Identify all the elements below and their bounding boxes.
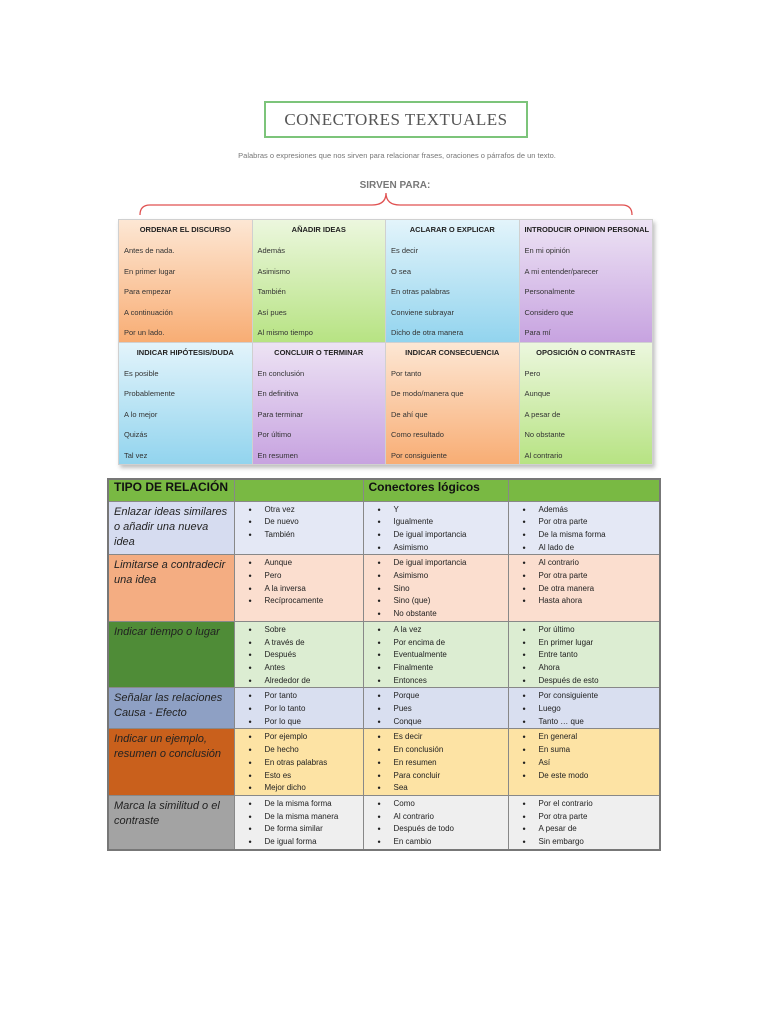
category-card [386,220,519,342]
connector-item: • Antes [249,662,363,675]
connector-item: • Ahora [523,662,660,675]
connector-cell [234,795,363,850]
category-card [520,220,653,342]
connector-item: • Luego [523,703,660,716]
category-item: Quizás [124,430,148,439]
connector-list [235,502,363,542]
table-row [108,501,660,555]
connector-cell [508,555,660,622]
category-item: De ahí que [391,409,428,419]
connector-item: • Por encima de [378,637,508,650]
connector-cell [508,621,660,688]
header-empty [234,479,363,501]
relation-type: Indicar tiempo o lugar [108,621,234,688]
connector-item: • Por ejemplo [249,731,363,744]
connector-item: • Por otra parte [523,516,660,529]
connector-item: • Otra vez [249,504,363,517]
connector-item: • Además [523,504,660,517]
connector-list [509,622,660,688]
category-item: Por tanto [391,368,422,378]
connector-item: • Al contrario [378,811,508,824]
category-list [258,364,381,465]
category-item: O sea [391,266,412,276]
category-item: Por un lado. [124,328,165,337]
category-item: A lo mejor [124,409,158,419]
connector-cell [363,555,508,622]
category-item: En primer lugar [124,266,176,276]
table-row [108,555,660,622]
category-title: INTRODUCIR OPINION PERSONAL [524,225,650,234]
connector-item: • A través de [249,637,363,650]
category-item: Antes de nada. [124,246,175,255]
category-grid [118,219,653,465]
category-item: En conclusión [257,368,305,378]
category-item: Por último [257,430,292,439]
connector-item: • Por último [523,624,660,637]
category-title: AÑADIR IDEAS [291,225,346,234]
connector-item: • Por otra parte [523,811,660,824]
connector-item: • Pero [249,570,363,583]
connector-list [364,502,508,555]
connector-cell [508,501,660,555]
category-item: Así pues [257,307,287,317]
category-card [119,343,252,465]
category-list [391,364,514,465]
connector-item: • Pues [378,703,508,716]
connector-list [364,796,508,849]
category-item: Tal vez [124,450,148,460]
connector-cell [508,729,660,796]
connector-list [235,555,363,608]
category-item: Para terminar [257,409,303,419]
category-item: Al contrario [524,450,563,460]
category-item: Personalmente [524,287,575,296]
category-item: En resumen [257,450,298,460]
category-item: En mi opinión [524,246,570,255]
table-header-row [108,479,660,501]
connector-list [364,729,508,795]
category-item: Es posible [124,368,159,378]
category-item: A pesar de [524,409,561,419]
header-tipo: TIPO DE RELACIÓN [108,479,234,501]
connector-item: • Por otra parte [523,570,660,583]
relation-type: Limitarse a contradecir una idea [108,555,234,622]
relation-type: Marca la similitud o el contraste [108,795,234,850]
connector-item: • De igual forma [249,836,363,849]
header-conectores: Conectores lógicos [363,479,508,501]
connector-item: • Igualmente [378,516,508,529]
connector-item: • Como [378,798,508,811]
connector-item: • Por tanto [249,690,363,703]
category-item: Conviene subrayar [391,307,454,317]
table-row [108,688,660,729]
category-item: También [257,287,286,296]
connector-item: • De este modo [523,770,660,783]
connector-cell [363,688,508,729]
connector-item: • Aunque [249,557,363,570]
category-item: Para mí [524,328,551,337]
connector-item: • Recíprocamente [249,595,363,608]
table-row [108,621,660,688]
connector-list [509,555,660,608]
connector-item: • Después de esto [523,675,660,688]
category-item: Además [257,246,286,255]
connector-item: • De otra manera [523,583,660,596]
connector-item: • Entonces [378,675,508,688]
category-title: OPOSICIÓN O CONTRASTE [536,347,636,357]
connector-item: • Finalmente [378,662,508,675]
connector-item: • Por lo que [249,716,363,729]
connector-cell [234,621,363,688]
table-row [108,729,660,796]
category-title: INDICAR CONSECUENCIA [405,347,500,357]
category-item: Pero [524,368,541,378]
category-list [124,241,247,342]
connector-item: • Tanto … que [523,716,660,729]
category-title: ACLARAR O EXPLICAR [409,225,495,234]
connector-item: • Es decir [378,731,508,744]
subtitle: Palabras o expresiones que nos sirven para relacionar frases, oraciones o párrafos de un texto. [238,151,556,160]
connector-item: • Esto es [249,770,363,783]
connector-item: • De hecho [249,744,363,757]
connector-list [364,555,508,621]
connector-list [509,502,660,555]
page-title: CONECTORES TEXTUALES [284,109,508,129]
connector-item: • También [249,529,363,542]
connector-item: • Alrededor de [249,675,363,688]
category-list [258,241,381,342]
category-item: Al mismo tiempo [257,328,313,337]
relation-type: Señalar las relaciones Causa - Efecto [108,688,234,729]
connector-list [509,729,660,782]
connector-item: • Por consiguiente [523,690,660,703]
connector-list [509,796,660,849]
category-item: A mi entender/parecer [524,266,599,276]
connector-list [509,688,660,728]
connector-list [235,729,363,795]
connector-item: • En otras palabras [249,757,363,770]
connector-item: • Al lado de [523,542,660,555]
category-item: Aunque [524,389,551,398]
connector-cell [234,688,363,729]
category-title: ORDENAR EL DISCURSO [139,225,231,234]
connector-item: • De igual importancia [378,529,508,542]
connector-item: • De la misma forma [249,798,363,811]
category-item: En otras palabras [391,287,450,296]
category-card [386,343,519,465]
category-card [520,343,653,465]
relation-table [107,478,661,851]
category-list [525,241,648,342]
connector-item: • En cambio [378,836,508,849]
connector-item: • Por el contrario [523,798,660,811]
category-item: En definitiva [257,389,299,398]
connector-item: • Eventualmente [378,649,508,662]
category-list [124,364,247,465]
category-item: Como resultado [391,430,444,439]
connector-cell [363,795,508,850]
category-card [119,220,252,342]
category-item: Dicho de otra manera [391,328,464,337]
connector-item: • Sobre [249,624,363,637]
connector-item: • Porque [378,690,508,703]
brace-connector [136,189,636,219]
connector-item: • Conque [378,716,508,729]
connector-cell [234,555,363,622]
category-title: INDICAR HIPÓTESIS/DUDA [136,347,234,357]
connector-list [235,688,363,728]
category-list [525,364,648,465]
connector-item: • Al contrario [523,557,660,570]
category-item: No obstante [524,430,565,439]
connector-item: • De nuevo [249,516,363,529]
connector-item: • De forma similar [249,823,363,836]
connector-list [235,622,363,688]
connector-item: • En suma [523,744,660,757]
connector-item: • Y [378,504,508,517]
connector-item: • Así [523,757,660,770]
connector-list [364,688,508,728]
category-item: Por consiguiente [391,450,447,460]
connector-item: • Entre tanto [523,649,660,662]
category-list [391,241,514,342]
header-empty [508,479,660,501]
category-card [253,343,386,465]
relation-type: Indicar un ejemplo, resumen o conclusión [108,729,234,796]
connector-item: • No obstante [378,608,508,621]
connector-item: • Sin embargo [523,836,660,849]
connector-item: • Sino (que) [378,595,508,608]
category-item: Considero que [524,307,574,317]
title-box [264,101,528,138]
connector-item: • En resumen [378,757,508,770]
category-item: Asimismo [257,266,291,276]
category-item: A continuación [124,307,173,317]
connector-item: • A pesar de [523,823,660,836]
connector-list [364,622,508,688]
connector-item: • Sea [378,782,508,795]
category-item: Es decir [391,246,419,255]
connector-item: • En general [523,731,660,744]
connector-item: • De igual importancia [378,557,508,570]
connector-item: • A la inversa [249,583,363,596]
table-row [108,795,660,850]
connector-item: • A la vez [378,624,508,637]
connector-cell [508,688,660,729]
connector-item: • Hasta ahora [523,595,660,608]
relation-type: Enlazar ideas similares o añadir una nueva idea [108,501,234,555]
sirven-para-label: SIRVEN PARA: [359,180,431,191]
category-item: De modo/manera que [391,389,464,398]
connector-item: • Asimismo [378,542,508,555]
connector-item: • Después de todo [378,823,508,836]
connector-item: • Asimismo [378,570,508,583]
connector-cell [234,501,363,555]
connector-cell [363,729,508,796]
connector-item: • Después [249,649,363,662]
connector-cell [363,501,508,555]
category-item: Probablemente [124,389,175,398]
connector-item: • De la misma forma [523,529,660,542]
connector-cell [508,795,660,850]
connector-item: • De la misma manera [249,811,363,824]
category-title: CONCLUIR O TERMINAR [274,347,364,357]
connector-cell [363,621,508,688]
connector-item: • En conclusión [378,744,508,757]
connector-item: • Para concluir [378,770,508,783]
connector-list [235,796,363,849]
connector-item: • Por lo tanto [249,703,363,716]
connector-item: • Sino [378,583,508,596]
category-card [253,220,386,342]
connector-cell [234,729,363,796]
connector-item: • Mejor dicho [249,782,363,795]
category-item: Para empezar [124,287,172,296]
connector-item: • En primer lugar [523,637,660,650]
